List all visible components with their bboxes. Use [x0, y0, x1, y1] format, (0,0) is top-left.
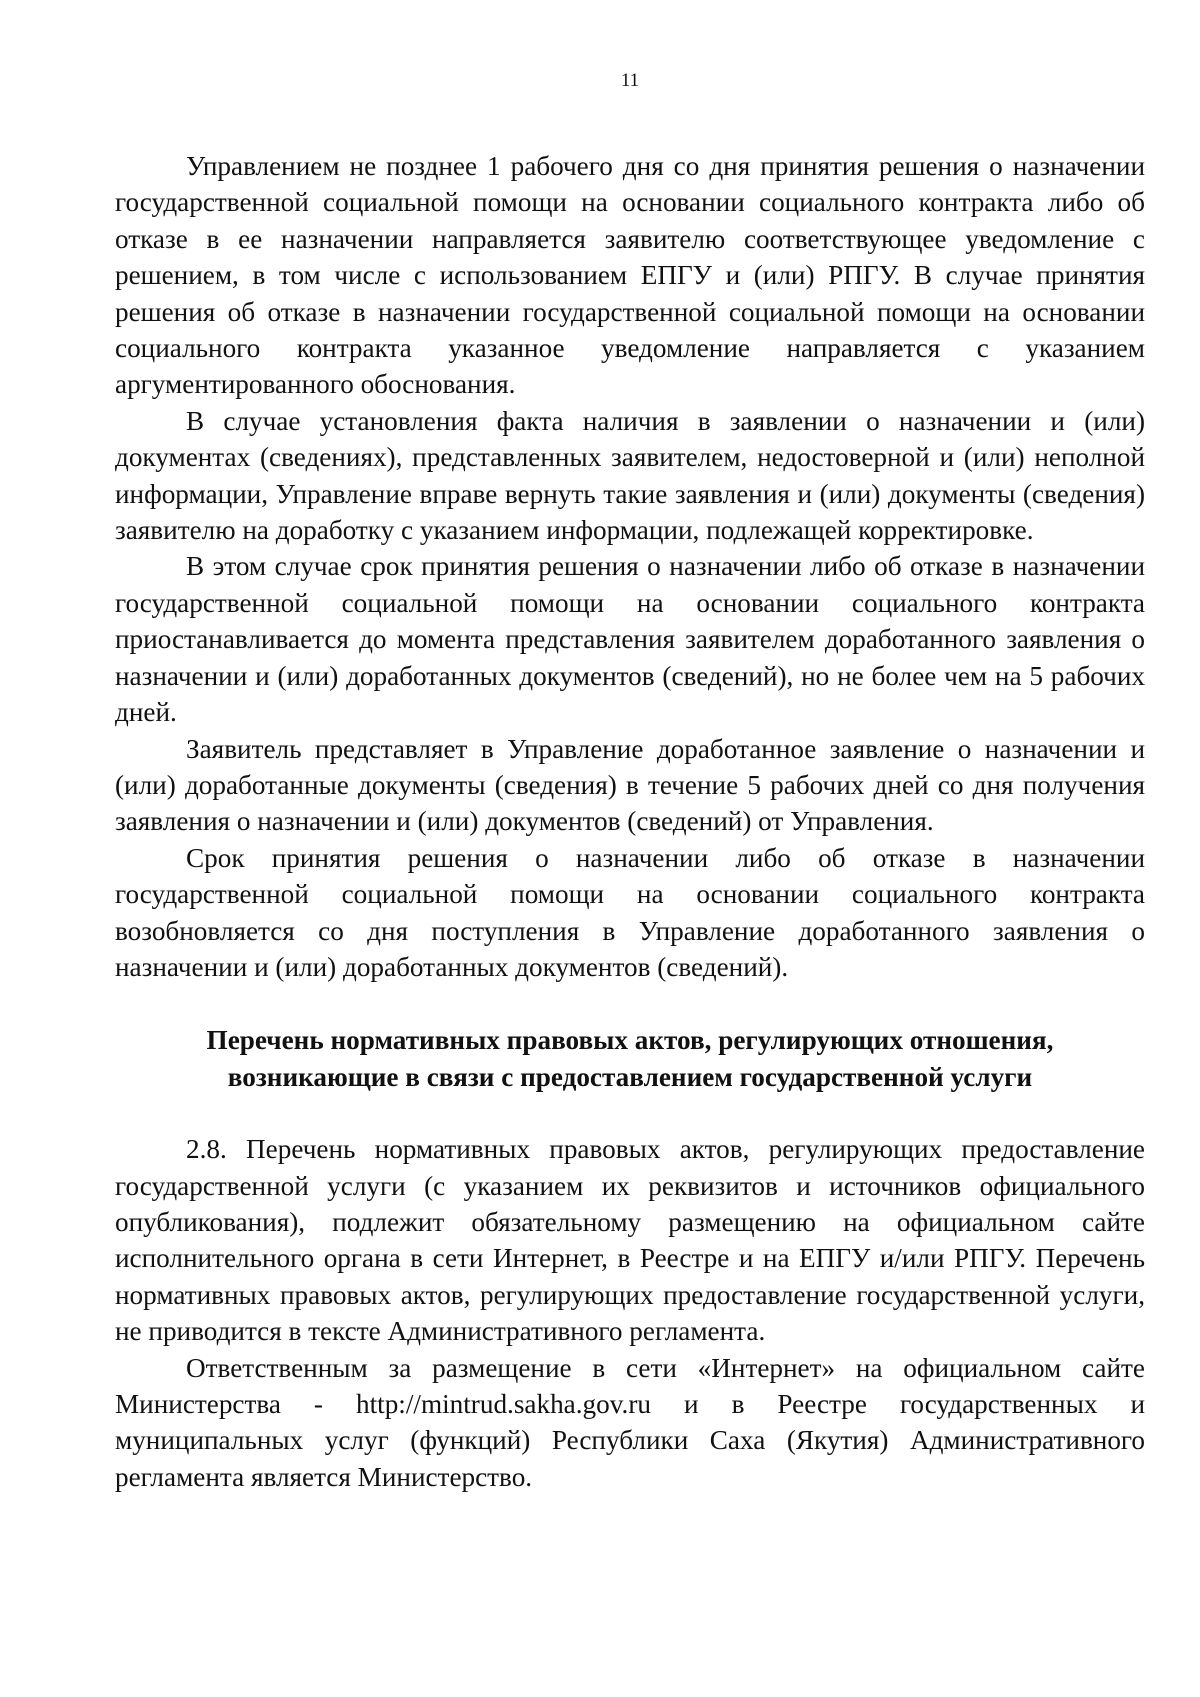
paragraph-inaccurate-info: В случае установления факта наличия в заявлении о назначении и (или) документах (сведениях), представленных заявителем, недостоверной и (или) неполной информации, Управление вправе вернуть такие заявления и (или) документы (сведения) заявителю на доработку с указанием информации, подлежащей корректировке. — [115, 405, 1145, 546]
paragraph-responsible-publication: Ответственным за размещение в сети «Интернет» на официальном сайте Министерства - http://mintrud.sakha.gov.ru и в Реестре государственных и муниципальных услуг (функций) Республики Саха (Якутия) Административного регламента является Министерство. — [115, 1352, 1145, 1492]
spacer — [115, 1095, 1145, 1131]
paragraph-2-8-legal-acts: 2.8. Перечень нормативных правовых актов, регулирующих предоставление государственной услуги (с указанием их реквизитов и источников официального опубликования), подлежит обязательному размещению на официальном сайте исполнительного органа в сети Интернет, в Реестре и на ЕПГУ и/или РПГУ. Перечень нормативных правовых актов, регулирующих предоставление государственной услуги, не приводится в тексте Административного регламента. — [115, 1134, 1145, 1347]
document-body — [115, 148, 1145, 1495]
paragraph-resubmission: Заявитель представляет в Управление доработанное заявление о назначении и (или) доработанные документы (сведения) в течение 5 рабочих дней со дня получения заявления о назначении и (или) документов (сведений) от Управления. — [115, 733, 1145, 837]
section-heading — [115, 1022, 1145, 1095]
paragraph-suspension: В этом случае срок принятия решения о назначении либо об отказе в назначении государственной социальной помощи на основании социального контракта приостанавливается до момента представления заявителем доработанного заявления о назначении и (или) доработанных документов (сведений), но не более чем на 5 рабочих дней. — [115, 551, 1145, 728]
paragraph-notification: Управлением не позднее 1 рабочего дня со дня принятия решения о назначении государственной социальной помощи на основании социального контракта либо об отказе в ее назначении направляется заявителю соответствующее уведомление с решением, в том числе с использованием ЕПГУ и (или) РПГУ. В случае принятия решения об отказе в назначении государственной социальной помощи на основании социального контракта указанное уведомление направляется с указанием аргументированного обоснования. — [115, 151, 1145, 400]
section-heading-line-1: Перечень нормативных правовых актов, регулирующих отношения, — [206, 1025, 1054, 1056]
page-number: 11 — [620, 70, 640, 91]
spacer — [115, 985, 1145, 1022]
section-heading-line-2: возникающие в связи с предоставлением государственной услуги — [227, 1061, 1033, 1092]
paragraph-resumption: Срок принятия решения о назначении либо об отказе в назначении государственной социальной помощи на основании социального контракта возобновляется со дня поступления в Управление доработанного заявления о назначении и (или) доработанных документов (сведений). — [115, 842, 1145, 982]
